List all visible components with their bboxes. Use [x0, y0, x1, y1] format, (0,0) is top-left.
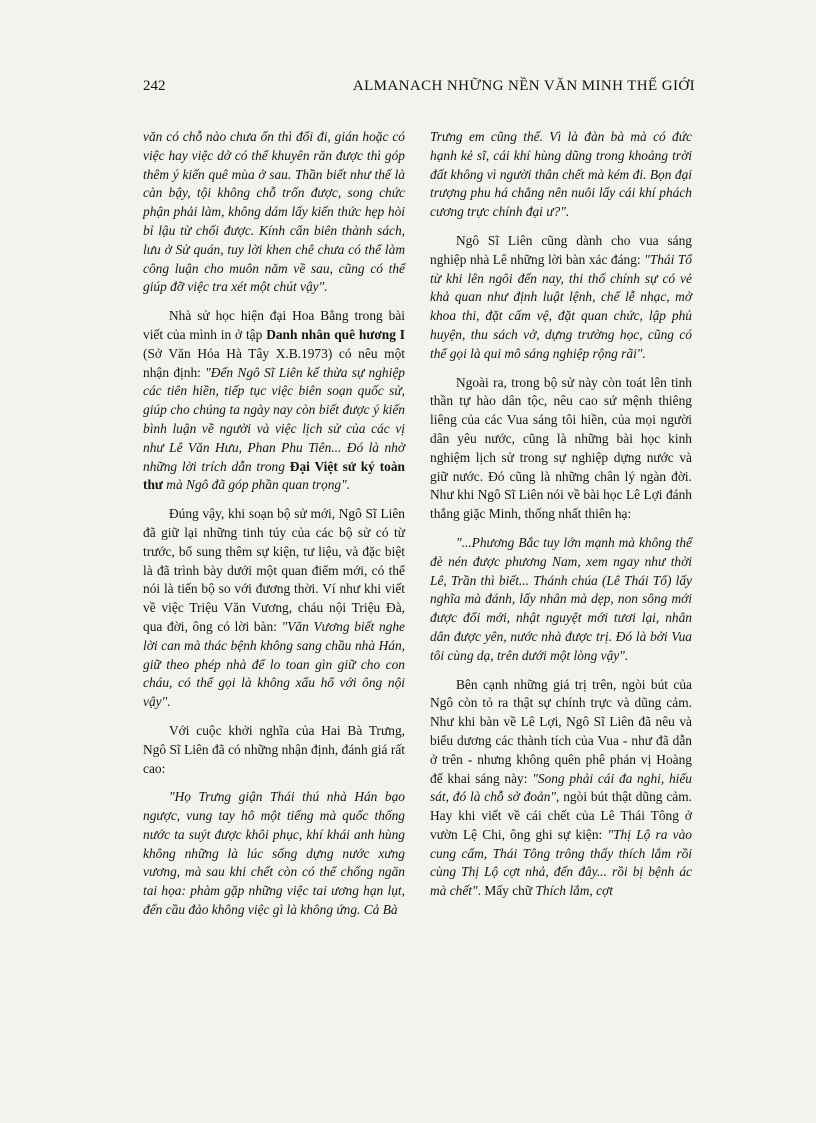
right-column — [430, 128, 692, 911]
quoted-words: Thích lắm, cợt — [535, 883, 613, 899]
quote-ho-trung-continued: Trưng em cũng thế. Vì là đàn bà mà có đức hạnh kẻ sĩ, cái khí hùng dũng trong khoảng trời đất không vì người thân chết mà kém đi. Bọn đại trượng phu há chẳng nên nuôi lấy cái khí phách cương trực chính đại ư?". — [430, 129, 692, 220]
text-run: Nhà sử học hiện đại Hoa Bằng trong bài viết của mình in ở tập — [143, 308, 405, 342]
paragraph-tu-hao-dan-toc: Ngoài ra, trong bộ sử này còn toát lên tinh thần tự hào dân tộc, nêu cao sứ mệnh thiêng liêng của các Vua sáng tôi hiền, của mọi người dân yêu nước, cũng là những bài học kinh nghiệm lịch sử trong sự nghiệp dựng nước và giữ nước. Đó cũng là những chân lý ngàn đời. Như khi Ngô Sĩ Liên nói về bài học Lê Lợi đánh thắng giặc Minh, thống nhất thiên hạ: — [430, 374, 692, 522]
paragraph-continued-quote: văn có chỗ nào chưa ổn thì đổi đi, gián hoặc có việc hay việc dở có thể khuyên răn được thì góp thêm ý kiến quê mùa ở sau. Thần biết như thế là càn bậy, tội không chỗ trốn được, song chức phận phải làm, không dám lấy kiến thức hẹp hòi bỉ lậu từ chối được. Kính cẩn biên thành sách, lưu ở Sử quán, tuy lời khen chê chưa có thể làm công luận cho muôn năm về sau, cũng có thể giúp đỡ việc tra xét một chút vậy". — [143, 129, 405, 295]
quote-hoa-bang: "Đến Ngô Sĩ Liên kế thừa sự nghiệp các tiên hiền, tiếp tục việc biên soạn quốc sử, giúp cho chúng ta ngày nay còn biết được ý kiến bình luận về người và việc lịch sử của các vị như Lê Văn Hưu, Phan Phu Tiên... Đó là nhờ những lời trích dẫn trong — [143, 364, 405, 474]
paragraph-chinh-truc — [430, 676, 692, 902]
left-column — [143, 128, 405, 930]
quote-thai-to: "Thái Tổ từ khi lên ngôi đến nay, thi thố chính sự có vẻ khả quan như định luật lệnh, chế lễ nhạc, mở khoa thi, đặt cấm vệ, đặt quan chức, lập phủ huyện, thu sách vở, dựng trường học, cũng có thể gọi là qui mô sáng nghiệp rộng rãi". — [430, 251, 692, 361]
book-title-danh-nhan: Danh nhân quê hương I — [266, 326, 405, 342]
text-run: Ngô Sĩ Liên cũng dành cho vua sáng nghiệp nhà Lê những lời bàn xác đáng: — [430, 232, 692, 267]
quote-thi-lo: "Thị Lộ ra vào cung cấm, Thái Tông trông thấy thích lắm rồi cùng Thị Lộ cợt nhả, đến đây... rồi bị bệnh ác mà chết" — [430, 826, 692, 899]
quote-da-nghi: "Song phải cái đa nghi, hiếu sát, đó là chỗ sở đoản" — [430, 770, 692, 805]
text-run: Đúng vậy, khi soạn bộ sử mới, Ngô Sĩ Liên đã giữ lại những tinh túy của các bộ sử có từ trước, bổ sung thêm sự kiện, tư liệu, và đặc biệt là đã trình bày dưới một quan điểm mới, có thể nói là tiến bộ so với đương thời. Ví như khi viết về việc Triệu Văn Vương, cháu nội Triệu Đà, qua đời, ông có lời bàn: — [143, 506, 405, 634]
book-title-dai-viet: Đại Việt sử ký toàn thư — [143, 458, 405, 493]
paragraph-hai-ba-trung: Với cuộc khởi nghĩa của Hai Bà Trưng, Ngô Sĩ Liên đã có những nhận định, đánh giá rất cao: — [143, 722, 405, 776]
page-header — [143, 78, 695, 95]
page-number: 242 — [143, 78, 166, 94]
paragraph-thai-to — [430, 232, 692, 364]
running-title: ALMANACH NHỮNG NỀN VĂN MINH THẾ GIỚI — [352, 78, 695, 94]
quote-ho-trung: "Họ Trưng giận Thái thú nhà Hán bạo ngược, vung tay hô một tiếng mà quốc thống nước ta suýt được khôi phục, khí khái anh hùng không những là lúc sống dựng nước xưng vương, mà sau khi chết còn có thể chống ngăn tai họa: phàm gặp những việc tai ương hạn lụt, đến cầu đảo không việc gì là không ứng. Cả Bà — [143, 789, 405, 918]
quote-phuong-bac: "...Phương Bắc tuy lớn mạnh mà không thể đè nén được phương Nam, xem ngay như thời Lê, Trần thì biết... Thánh chúa (Lê Thái Tổ) lấy nghĩa mà đánh, lấy nhân mà dẹp, non sông mới được đổi mới, nhật nguyệt mới tươi lại, nhân dân được yên, nước nhà được trị. Đó là bởi Vua tôi cùng dạ, trên dưới một lòng vậy". — [430, 534, 692, 663]
text-run: (Sở Văn Hóa Hà Tây X.B.1973) có nêu một nhận định: — [143, 345, 405, 380]
text-run: Bên cạnh những giá trị trên, ngòi bút của Ngô còn tỏ ra thật sự chính trực và dũng cảm. Như khi bàn về Lê Lợi, Ngô Sĩ Liên đã nêu và biểu dương các thành tích của Vua - như đã dẫn ở trên - nhưng không quên phê phán vị Hoàng đế khai sáng này: — [430, 676, 692, 786]
quote-hoa-bang-end: mà Ngô đã góp phần quan trọng". — [162, 477, 351, 493]
text-run: , ngòi bút thật dũng cảm. Hay khi viết về cái chết của Lê Thái Tông ở vườn Lệ Chi, ông ghi sự kiện: — [430, 789, 692, 842]
text-run: . Mấy chữ — [477, 883, 536, 899]
paragraph-hoa-bang — [143, 307, 405, 495]
quote-van-vuong: "Văn Vương biết nghe lời can mà thác bệnh không sang chầu nhà Hán, giữ theo phép nhà để lo toan gìn giữ cho con cháu, có thể gọi là không xấu hổ với ông nội vậy". — [143, 618, 405, 710]
paragraph-trieu-van-vuong — [143, 505, 405, 712]
